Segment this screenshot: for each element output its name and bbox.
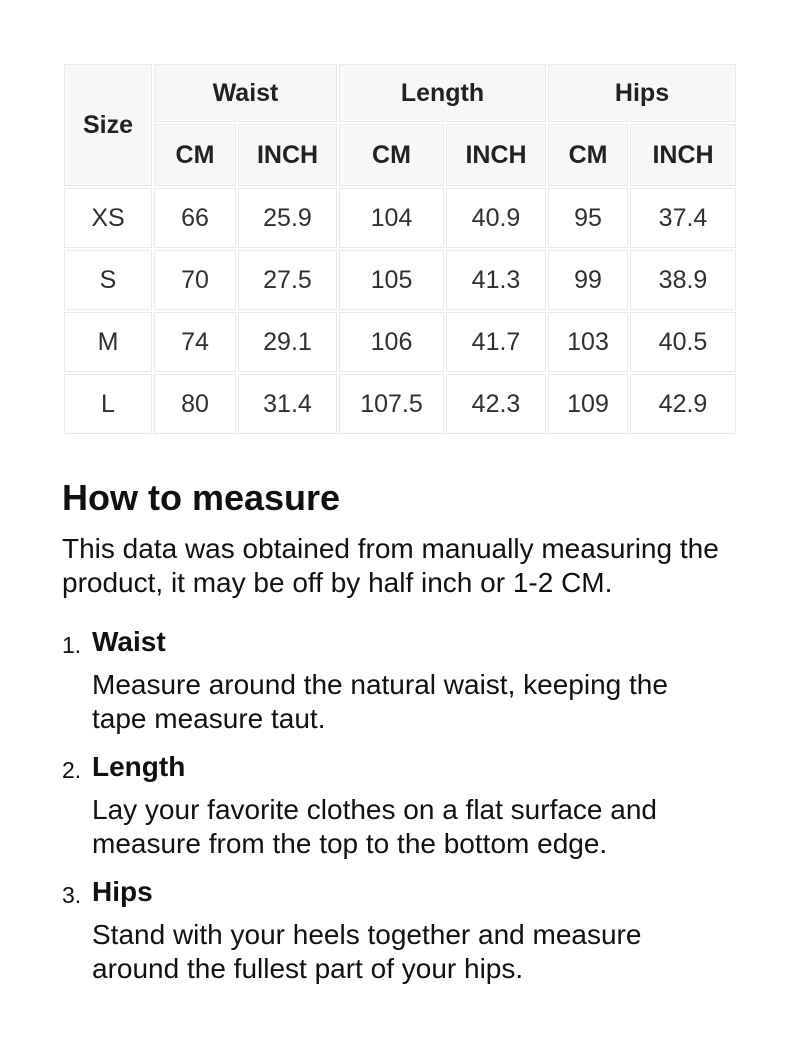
table-row-m bbox=[64, 312, 736, 372]
value-cell: 104 bbox=[339, 188, 444, 248]
value-cell: 95 bbox=[548, 188, 628, 248]
step-body bbox=[92, 749, 738, 861]
value-cell: 70 bbox=[154, 250, 236, 310]
step-number: 2. bbox=[62, 757, 82, 783]
measure-step-hips bbox=[62, 874, 738, 986]
step-body bbox=[92, 624, 738, 736]
step-title: Hips bbox=[92, 876, 153, 907]
value-cell: 105 bbox=[339, 250, 444, 310]
unit-header-waist-inch: INCH bbox=[238, 124, 337, 186]
table-row-s bbox=[64, 250, 736, 310]
size-cell: M bbox=[64, 312, 152, 372]
measure-step-length bbox=[62, 749, 738, 861]
value-cell: 103 bbox=[548, 312, 628, 372]
unit-header-hips-cm: CM bbox=[548, 124, 628, 186]
step-description: Measure around the natural waist, keeping the tape measure taut. bbox=[92, 669, 668, 734]
value-cell: 107.5 bbox=[339, 374, 444, 434]
measure-steps-list bbox=[62, 624, 738, 986]
size-cell: L bbox=[64, 374, 152, 434]
how-to-measure-heading: How to measure bbox=[62, 477, 341, 518]
value-cell: 41.7 bbox=[446, 312, 546, 372]
table-row-xs bbox=[64, 188, 736, 248]
size-cell: XS bbox=[64, 188, 152, 248]
unit-header-length-inch: INCH bbox=[446, 124, 546, 186]
value-cell: 38.9 bbox=[630, 250, 736, 310]
value-cell: 29.1 bbox=[238, 312, 337, 372]
value-cell: 106 bbox=[339, 312, 444, 372]
size-chart-table bbox=[62, 62, 738, 436]
value-cell: 27.5 bbox=[238, 250, 337, 310]
value-cell: 42.3 bbox=[446, 374, 546, 434]
group-header-waist: Waist bbox=[154, 64, 337, 122]
group-header-hips: Hips bbox=[548, 64, 736, 122]
value-cell: 109 bbox=[548, 374, 628, 434]
step-number: 1. bbox=[62, 632, 82, 658]
value-cell: 80 bbox=[154, 374, 236, 434]
value-cell: 74 bbox=[154, 312, 236, 372]
step-description: Lay your favorite clothes on a flat surface and measure from the top to the bottom edge. bbox=[92, 794, 657, 859]
value-cell: 40.5 bbox=[630, 312, 736, 372]
unit-header-hips-inch: INCH bbox=[630, 124, 736, 186]
value-cell: 40.9 bbox=[446, 188, 546, 248]
size-cell: S bbox=[64, 250, 152, 310]
step-title: Length bbox=[92, 751, 186, 782]
unit-header-waist-cm: CM bbox=[154, 124, 236, 186]
measure-step-waist bbox=[62, 624, 738, 736]
value-cell: 37.4 bbox=[630, 188, 736, 248]
value-cell: 25.9 bbox=[238, 188, 337, 248]
step-body bbox=[92, 874, 738, 986]
unit-header-length-cm: CM bbox=[339, 124, 444, 186]
step-description: Stand with your heels together and measure around the fullest part of your hips. bbox=[92, 919, 642, 984]
value-cell: 31.4 bbox=[238, 374, 337, 434]
value-cell: 41.3 bbox=[446, 250, 546, 310]
value-cell: 42.9 bbox=[630, 374, 736, 434]
group-header-length: Length bbox=[339, 64, 546, 122]
step-title: Waist bbox=[92, 626, 166, 657]
value-cell: 99 bbox=[548, 250, 628, 310]
step-number: 3. bbox=[62, 882, 82, 908]
measure-intro-text: This data was obtained from manually measuring the product, it may be off by half inch or 1-2 CM. bbox=[62, 533, 719, 598]
table-row-l bbox=[64, 374, 736, 434]
corner-header-size: Size bbox=[64, 64, 152, 186]
value-cell: 66 bbox=[154, 188, 236, 248]
